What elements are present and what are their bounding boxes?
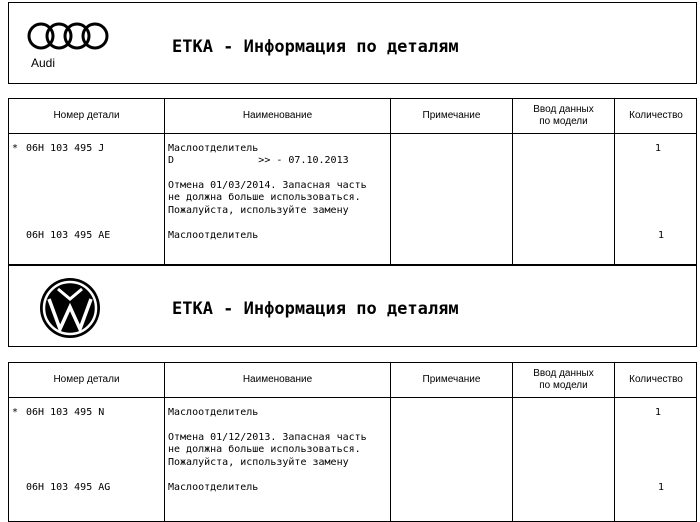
column-header-note: Примечание xyxy=(422,110,481,121)
part-name: Маслоотделитель xyxy=(168,407,259,418)
part-name: Маслоотделитель xyxy=(168,143,259,154)
part-name: Маслоотделитель xyxy=(168,230,259,241)
column-header-quantity: Количество xyxy=(629,110,683,121)
replacement-note: Отмена 01/12/2013. Запасная часть xyxy=(168,432,367,443)
audi-brand-label: Audi xyxy=(31,56,56,70)
row-marker: * xyxy=(12,407,19,418)
column-header-model-data: Ввод данных по модели xyxy=(533,104,594,127)
replacement-note: Отмена 01/03/2014. Запасная часть xyxy=(168,180,367,191)
replacement-note: Пожалуйста, используйте замену xyxy=(168,205,349,216)
replacement-note: не должна больше использоваться. xyxy=(168,192,361,203)
part-number[interactable]: 06H 103 495 AE xyxy=(26,230,111,241)
page-title: ETKA - Информация по деталям xyxy=(172,37,459,57)
part-name: Маслоотделитель xyxy=(168,482,259,493)
audi-header xyxy=(8,2,697,84)
quantity: 1 xyxy=(658,230,665,241)
part-number[interactable]: 06H 103 495 J xyxy=(26,143,105,154)
column-header-part-number: Номер детали xyxy=(53,374,120,385)
replacement-note: Пожалуйста, используйте замену xyxy=(168,457,349,468)
page-title: ETKA - Информация по деталям xyxy=(172,299,459,319)
part-number[interactable]: 06H 103 495 AG xyxy=(26,482,111,493)
part-number[interactable]: 06H 103 495 N xyxy=(26,407,105,418)
quantity: 1 xyxy=(658,482,665,493)
column-header-part-number: Номер детали xyxy=(53,110,120,121)
column-header-model-data: Ввод данных по модели xyxy=(533,368,594,391)
row-marker: * xyxy=(12,143,19,154)
quantity: 1 xyxy=(655,407,662,418)
vw-header xyxy=(8,265,697,347)
parts-table-2 xyxy=(8,362,697,522)
replacement-note: не должна больше использоваться. xyxy=(168,444,361,455)
column-header-name: Наименование xyxy=(242,374,313,385)
column-header-quantity: Количество xyxy=(629,374,683,385)
column-header-name: Наименование xyxy=(242,110,313,121)
column-header-note: Примечание xyxy=(422,374,481,385)
model-range: D >> - 07.10.2013 xyxy=(168,155,349,166)
quantity: 1 xyxy=(655,143,662,154)
parts-table-1 xyxy=(8,98,697,265)
audi-logo-icon xyxy=(26,20,112,52)
vw-logo-icon xyxy=(39,277,101,339)
